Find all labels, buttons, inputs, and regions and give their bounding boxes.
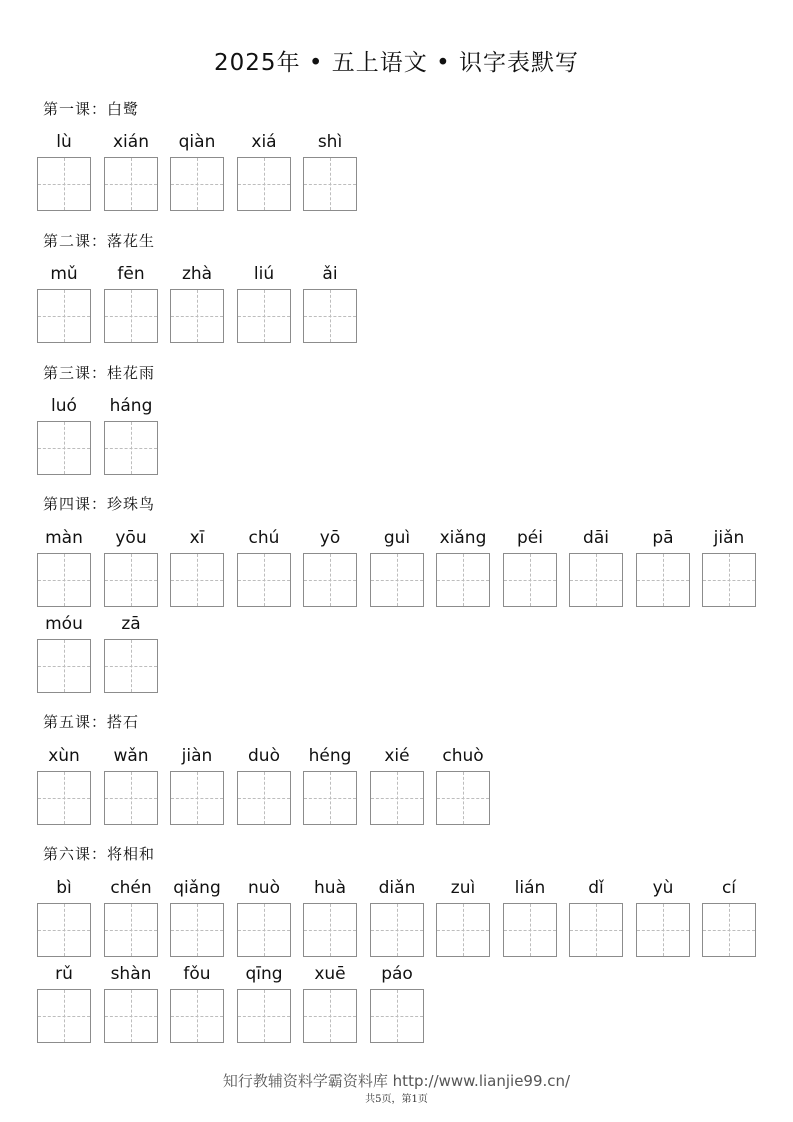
pinyin-label: cí [721, 878, 737, 898]
character-cell [569, 878, 623, 958]
character-cell [370, 878, 424, 958]
writing-grid-box[interactable] [37, 421, 91, 475]
character-cell [170, 746, 224, 826]
writing-grid-box[interactable] [237, 553, 291, 607]
character-cell [636, 528, 690, 608]
character-cell [37, 528, 91, 608]
lesson-label: 第二课：落花生 [43, 232, 156, 250]
writing-grid-box[interactable] [303, 553, 357, 607]
character-cell [303, 878, 357, 958]
writing-grid-box[interactable] [104, 771, 158, 825]
writing-grid-box[interactable] [170, 157, 224, 211]
character-cell [370, 964, 424, 1044]
pinyin-label: dǐ [588, 878, 604, 898]
writing-grid-box[interactable] [303, 989, 357, 1043]
pinyin-label: zā [121, 614, 141, 634]
character-cell [303, 132, 357, 212]
lesson-label: 第五课：搭石 [43, 713, 140, 731]
pinyin-label: lián [514, 878, 546, 898]
pinyin-label: shàn [110, 964, 152, 984]
character-cell [702, 878, 756, 958]
lesson-label: 第三课：桂花雨 [43, 364, 156, 382]
pinyin-row [37, 614, 757, 694]
writing-grid-box[interactable] [37, 289, 91, 343]
pinyin-label: pā [652, 528, 674, 548]
character-cell [503, 878, 557, 958]
pinyin-label: dāi [583, 528, 609, 548]
pinyin-label: qiǎng [173, 878, 221, 898]
character-cell [569, 528, 623, 608]
writing-grid-box[interactable] [370, 771, 424, 825]
writing-grid-box[interactable] [636, 553, 690, 607]
pinyin-label: qiàn [178, 132, 216, 152]
writing-grid-box[interactable] [237, 157, 291, 211]
character-cell [237, 964, 291, 1044]
writing-grid-box[interactable] [104, 989, 158, 1043]
character-cell [237, 264, 291, 344]
character-cell [636, 878, 690, 958]
pinyin-label: páo [381, 964, 413, 984]
writing-grid-box[interactable] [303, 903, 357, 957]
character-cell [237, 132, 291, 212]
pinyin-label: liú [253, 264, 275, 284]
page-number: 共5页，第1页 [365, 1094, 428, 1105]
writing-grid-box[interactable] [37, 639, 91, 693]
pinyin-label: yō [319, 528, 341, 548]
character-cell [303, 746, 357, 826]
writing-grid-box[interactable] [436, 903, 490, 957]
pinyin-label: jiǎn [713, 528, 745, 548]
pinyin-label: lù [56, 132, 72, 152]
writing-grid-box[interactable] [170, 903, 224, 957]
pinyin-label: jiàn [181, 746, 213, 766]
writing-grid-box[interactable] [303, 157, 357, 211]
pinyin-label: mǔ [50, 264, 78, 284]
pinyin-label: yōu [115, 528, 147, 548]
writing-grid-box[interactable] [503, 553, 557, 607]
lesson-label: 第一课：白鹭 [43, 100, 140, 118]
writing-grid-box[interactable] [104, 289, 158, 343]
pinyin-label: yù [652, 878, 674, 898]
pinyin-label: xī [189, 528, 205, 548]
writing-grid-box[interactable] [237, 989, 291, 1043]
pinyin-label: zuì [450, 878, 476, 898]
pinyin-row [37, 528, 757, 608]
character-cell [303, 528, 357, 608]
pinyin-label: ǎi [322, 264, 338, 284]
pinyin-label: duò [248, 746, 280, 766]
writing-grid-box[interactable] [303, 289, 357, 343]
pinyin-label: móu [45, 614, 83, 634]
pinyin-label: nuò [248, 878, 280, 898]
page-title: 2025年 • 五上语文 • 识字表默写 [214, 50, 579, 76]
pinyin-label: xiá [251, 132, 277, 152]
character-cell [37, 396, 91, 476]
character-cell [170, 528, 224, 608]
character-cell [237, 528, 291, 608]
character-cell [436, 528, 490, 608]
pinyin-label: fǒu [183, 964, 211, 984]
writing-grid-box[interactable] [37, 157, 91, 211]
writing-grid-box[interactable] [170, 771, 224, 825]
pinyin-label: guì [383, 528, 411, 548]
pinyin-row [37, 878, 757, 958]
pinyin-label: héng [308, 746, 352, 766]
writing-grid-box[interactable] [436, 771, 490, 825]
writing-grid-box[interactable] [37, 771, 91, 825]
pinyin-label: zhà [181, 264, 213, 284]
writing-grid-box[interactable] [303, 771, 357, 825]
writing-grid-box[interactable] [702, 553, 756, 607]
writing-grid-box[interactable] [170, 989, 224, 1043]
writing-grid-box[interactable] [104, 421, 158, 475]
writing-grid-box[interactable] [104, 157, 158, 211]
character-cell [104, 614, 158, 694]
character-cell [370, 528, 424, 608]
character-cell [104, 132, 158, 212]
writing-grid-box[interactable] [569, 553, 623, 607]
pinyin-label: rǔ [55, 964, 73, 984]
character-cell [436, 746, 490, 826]
character-cell [104, 528, 158, 608]
character-cell [237, 878, 291, 958]
pinyin-row [37, 396, 757, 476]
character-cell [104, 878, 158, 958]
writing-grid-box[interactable] [370, 989, 424, 1043]
pinyin-label: luó [51, 396, 77, 416]
pinyin-label: shì [317, 132, 343, 152]
writing-grid-box[interactable] [370, 553, 424, 607]
pinyin-label: péi [517, 528, 543, 548]
character-cell [104, 264, 158, 344]
pinyin-row [37, 264, 757, 344]
pinyin-label: xuē [314, 964, 346, 984]
writing-grid-box[interactable] [237, 903, 291, 957]
writing-grid-box[interactable] [436, 553, 490, 607]
pinyin-label: diǎn [378, 878, 416, 898]
pinyin-label: fēn [117, 264, 145, 284]
pinyin-label: chén [110, 878, 152, 898]
character-cell [104, 964, 158, 1044]
writing-grid-box[interactable] [237, 771, 291, 825]
writing-grid-box[interactable] [37, 989, 91, 1043]
pinyin-label: xùn [48, 746, 80, 766]
pinyin-row [37, 746, 757, 826]
writing-grid-box[interactable] [37, 553, 91, 607]
lesson-label: 第四课：珍珠鸟 [43, 495, 156, 513]
pinyin-label: bì [56, 878, 72, 898]
character-cell [170, 132, 224, 212]
writing-grid-box[interactable] [170, 553, 224, 607]
character-cell [37, 614, 91, 694]
writing-grid-box[interactable] [37, 903, 91, 957]
writing-grid-box[interactable] [104, 903, 158, 957]
pinyin-label: xián [113, 132, 149, 152]
writing-grid-box[interactable] [104, 553, 158, 607]
character-cell [104, 396, 158, 476]
writing-grid-box[interactable] [104, 639, 158, 693]
character-cell [370, 746, 424, 826]
pinyin-label: chú [248, 528, 280, 548]
writing-grid-box[interactable] [237, 289, 291, 343]
character-cell [436, 878, 490, 958]
pinyin-label: qīng [245, 964, 283, 984]
writing-grid-box[interactable] [370, 903, 424, 957]
writing-grid-box[interactable] [170, 289, 224, 343]
character-cell [303, 964, 357, 1044]
pinyin-label: màn [45, 528, 83, 548]
pinyin-label: xiǎng [439, 528, 487, 548]
character-cell [702, 528, 756, 608]
character-cell [170, 264, 224, 344]
pinyin-label: háng [109, 396, 153, 416]
character-cell [503, 528, 557, 608]
pinyin-label: chuò [442, 746, 484, 766]
character-cell [37, 964, 91, 1044]
character-cell [237, 746, 291, 826]
character-cell [37, 746, 91, 826]
character-cell [104, 746, 158, 826]
writing-grid-box[interactable] [503, 903, 557, 957]
pinyin-label: xié [384, 746, 410, 766]
writing-grid-box[interactable] [636, 903, 690, 957]
writing-grid-box[interactable] [702, 903, 756, 957]
character-cell [37, 132, 91, 212]
character-cell [37, 878, 91, 958]
pinyin-label: wǎn [113, 746, 149, 766]
character-cell [170, 964, 224, 1044]
character-cell [303, 264, 357, 344]
pinyin-row [37, 964, 757, 1044]
lesson-label: 第六课：将相和 [43, 845, 156, 863]
writing-grid-box[interactable] [569, 903, 623, 957]
pinyin-row [37, 132, 757, 212]
character-cell [170, 878, 224, 958]
footer-link[interactable]: 知行教辅资料学霸资料库 http://www.lianjie99.cn/ [222, 1072, 571, 1090]
character-cell [37, 264, 91, 344]
pinyin-label: huà [314, 878, 346, 898]
